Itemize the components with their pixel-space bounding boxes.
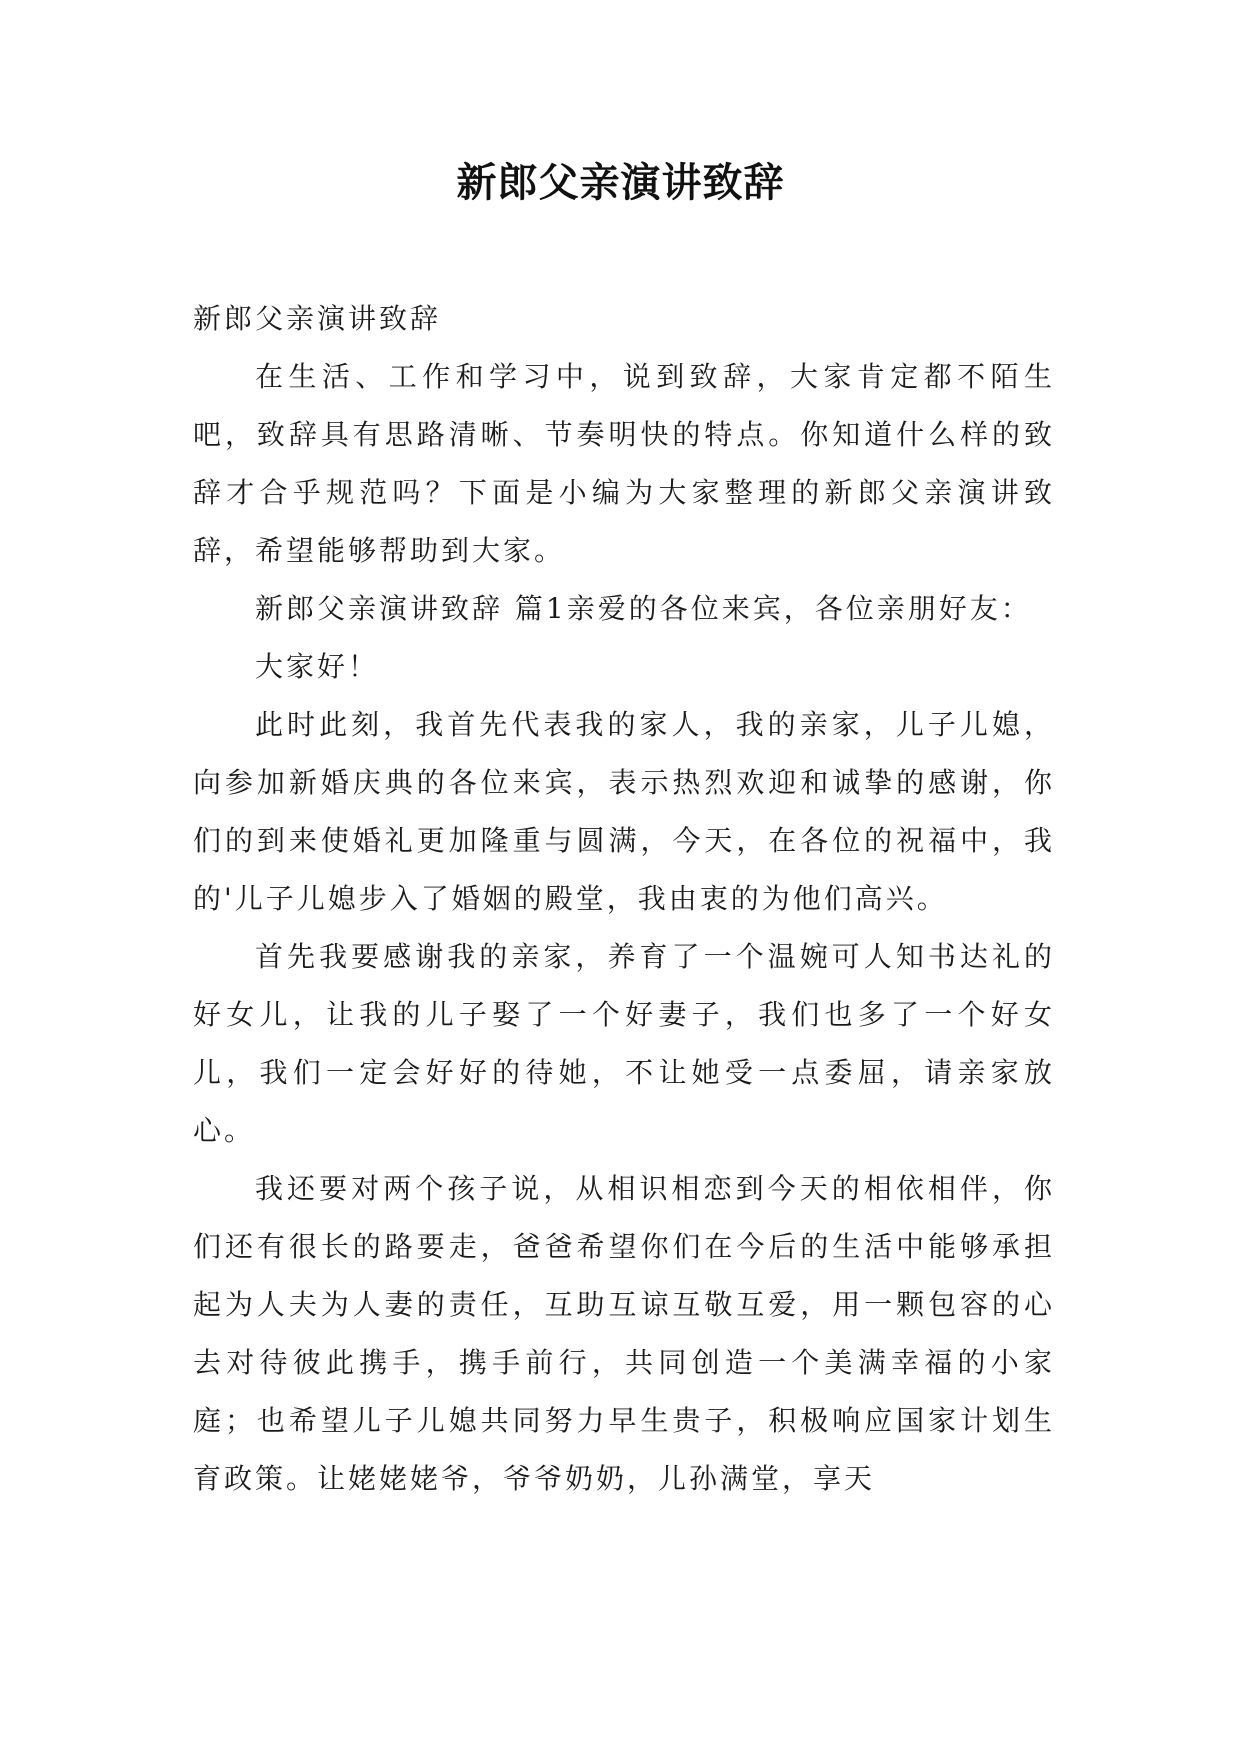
document-subtitle: 新郎父亲演讲致辞: [193, 302, 442, 335]
document-title: 新郎父亲演讲致辞: [456, 160, 785, 206]
paragraph-thanks-inlaws: 首先我要感谢我的亲家，养育了一个温婉可人知书达礼的好女儿，让我的儿子娶了一个好妻子，我们也多了一个好女儿，我们一定会好好的待她，不让她受一点委屈，请亲家放心。: [193, 940, 1055, 1147]
paragraph-greeting: 大家好！: [255, 650, 380, 683]
document-body: [193, 290, 1055, 1508]
paragraph-intro: 在生活、工作和学习中，说到致辞，大家肯定都不陌生吧，致辞具有思路清晰、节奏明快的特点。你知道什么样的致辞才合乎规范吗？下面是小编为大家整理的新郎父亲演讲致辞，希望能够帮助到大家。: [193, 360, 1055, 567]
paragraph-wishes: 我还要对两个孩子说，从相识相恋到今天的相依相伴，你们还有很长的路要走，爸爸希望你们在今后的生活中能够承担起为人夫为人妻的责任，互助互谅互敬互爱，用一颗包容的心去对待彼此携手，携手前行，共同创造一个美满幸福的小家庭；也希望儿子儿媳共同努力早生贵子，积极响应国家计划生育政策。让姥姥姥爷，爷爷奶奶，儿孙满堂，享天: [193, 1172, 1055, 1495]
paragraph-section-heading: 新郎父亲演讲致辞 篇1亲爱的各位来宾，各位亲朋好友：: [255, 592, 1032, 625]
paragraph-welcome: 此时此刻，我首先代表我的家人，我的亲家，儿子儿媳，向参加新婚庆典的各位来宾，表示热烈欢迎和诚挚的感谢，你们的到来使婚礼更加隆重与圆满，今天，在各位的祝福中，我的'儿子儿媳步入了婚姻的殿堂，我由衷的为他们高兴。: [193, 708, 1055, 915]
